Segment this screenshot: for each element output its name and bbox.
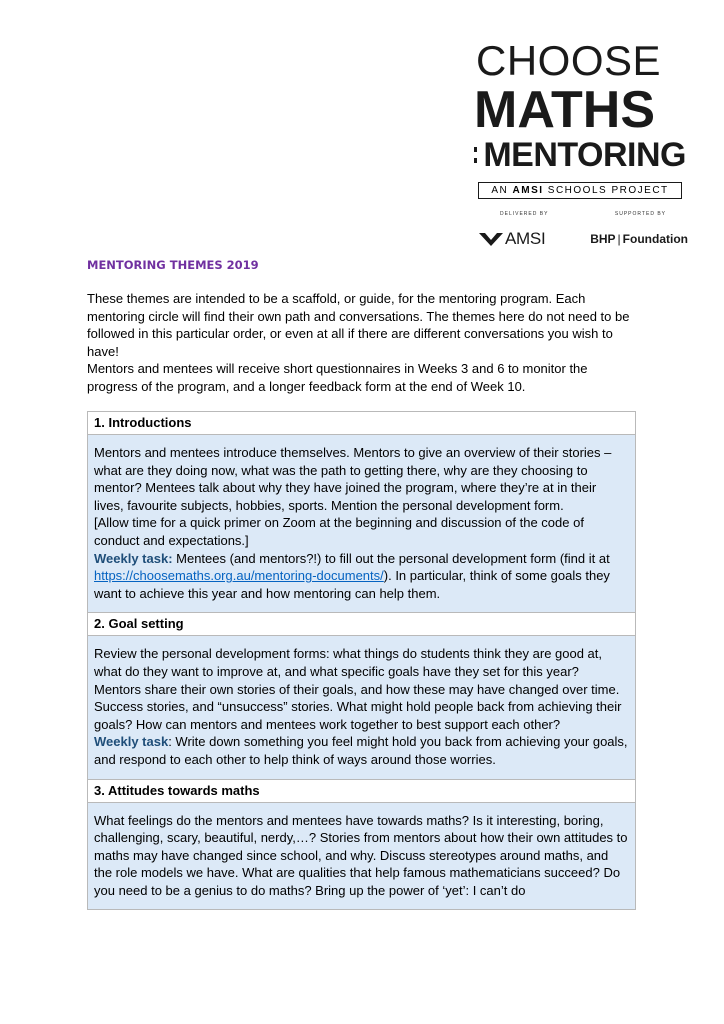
bhp-foundation-logo (590, 232, 688, 246)
theme-body-text: Review the personal development forms: what things do students think they are good at, what do they want to improve at, and what specific goals have they set for this year? Mentors share their own stories of their goals, and how these may have changed over time. Success stories, and “unsuccess” stories. What might hold people back from achieving their goals? How can mentors and mentees work together to best support each other? (94, 646, 622, 732)
theme-title: 2. Goal setting (88, 613, 635, 636)
theme-description (88, 636, 635, 778)
weekly-task-label: Weekly task: (94, 550, 173, 566)
logo-mentoring-row (474, 138, 686, 172)
mentoring-documents-link[interactable]: https://choosemaths.org.au/mentoring-documents/ (94, 568, 384, 584)
tagline-prefix: AN (491, 185, 513, 196)
foundation-wordmark: Foundation (622, 232, 688, 246)
logo-mentoring: MENTORING (483, 136, 686, 174)
tagline-amsi: AMSI (512, 185, 544, 196)
theme-body-text: Mentors and mentees introduce themselves. Mentors to give an overview of their stories – what are they doing now, what was the path to getting there, why are they choosing to mentor? Mentees talk about why they have joined the program, where they’re at in their lives, favourite subjects, hobbies, sports. Mention the personal development form. (94, 445, 612, 513)
weekly-task-text: Mentees (and mentors?!) to fill out the personal development form (find it at (172, 550, 610, 566)
amsi-wordmark: AMSI (505, 229, 546, 248)
theme-row (87, 779, 636, 911)
choose-maths-mentoring-logo (474, 37, 686, 199)
theme-title: 3. Attitudes towards maths (88, 780, 635, 803)
weekly-task-text: : Write down something you feel might hold you back from achieving your goals, and respond to each other to help think of ways around those worries. (94, 734, 628, 767)
theme-note: [Allow time for a quick primer on Zoom at the beginning and discussion of the code of conduct and expectations.] (94, 515, 584, 548)
partner-labels (478, 211, 688, 217)
intro-paragraph: These themes are intended to be a scaffold, or guide, for the mentoring program. Each mentoring circle will find their own path and conversations. The themes here do not need to be followed in this particular order, or even at all if there are different conversations you wish to have! (87, 291, 630, 359)
weekly-task (94, 550, 629, 603)
theme-body-text: What feelings do the mentors and mentees have towards maths? Is it interesting, boring, challenging, scary, beautiful, nerdy,…? Stories from mentors about how their own attitudes to maths may have changed since school, and why. Discuss stereotypes around maths, and the role models we have. What are qualities that help famous mathematicians succeed? Do you need to be a genius to do maths? Bring up the power of ‘yet’: I can’t do (94, 812, 628, 898)
amsi-mark-icon (478, 230, 504, 248)
bhp-separator: | (617, 232, 621, 246)
logo-project-tagline (478, 182, 682, 199)
theme-description (88, 435, 635, 612)
partner-logo-row (478, 229, 688, 249)
tagline-suffix: SCHOOLS PROJECT (543, 185, 669, 196)
weekly-task-label: Weekly task (94, 734, 169, 750)
partner-logos (478, 211, 688, 249)
theme-row (87, 411, 636, 612)
weekly-task (94, 733, 629, 768)
weekly-task-text-end: ). In particular, think of some goals they want to achieve this year and how mentoring can help them. (94, 568, 610, 601)
logo-equals-icon (474, 141, 477, 169)
theme-description (88, 803, 635, 910)
intro-paragraph: Mentors and mentees will receive short questionnaires in Weeks 3 and 6 to monitor the progress of the program, and a longer feedback form at the end of Week 10. (87, 361, 588, 394)
logo-maths: MATHS (474, 81, 656, 139)
theme-title: 1. Introductions (88, 412, 635, 435)
theme-row (87, 612, 636, 778)
amsi-logo (478, 229, 545, 249)
bhp-wordmark: BHP (590, 232, 616, 246)
intro-text (87, 290, 639, 396)
themes-table (87, 411, 636, 910)
page-title: MENTORING THEMES 2019 (87, 258, 259, 272)
supported-by-label: SUPPORTED BY (614, 211, 666, 217)
delivered-by-label: DELIVERED BY (500, 211, 549, 217)
logo-choose: CHOOSE (476, 37, 662, 84)
